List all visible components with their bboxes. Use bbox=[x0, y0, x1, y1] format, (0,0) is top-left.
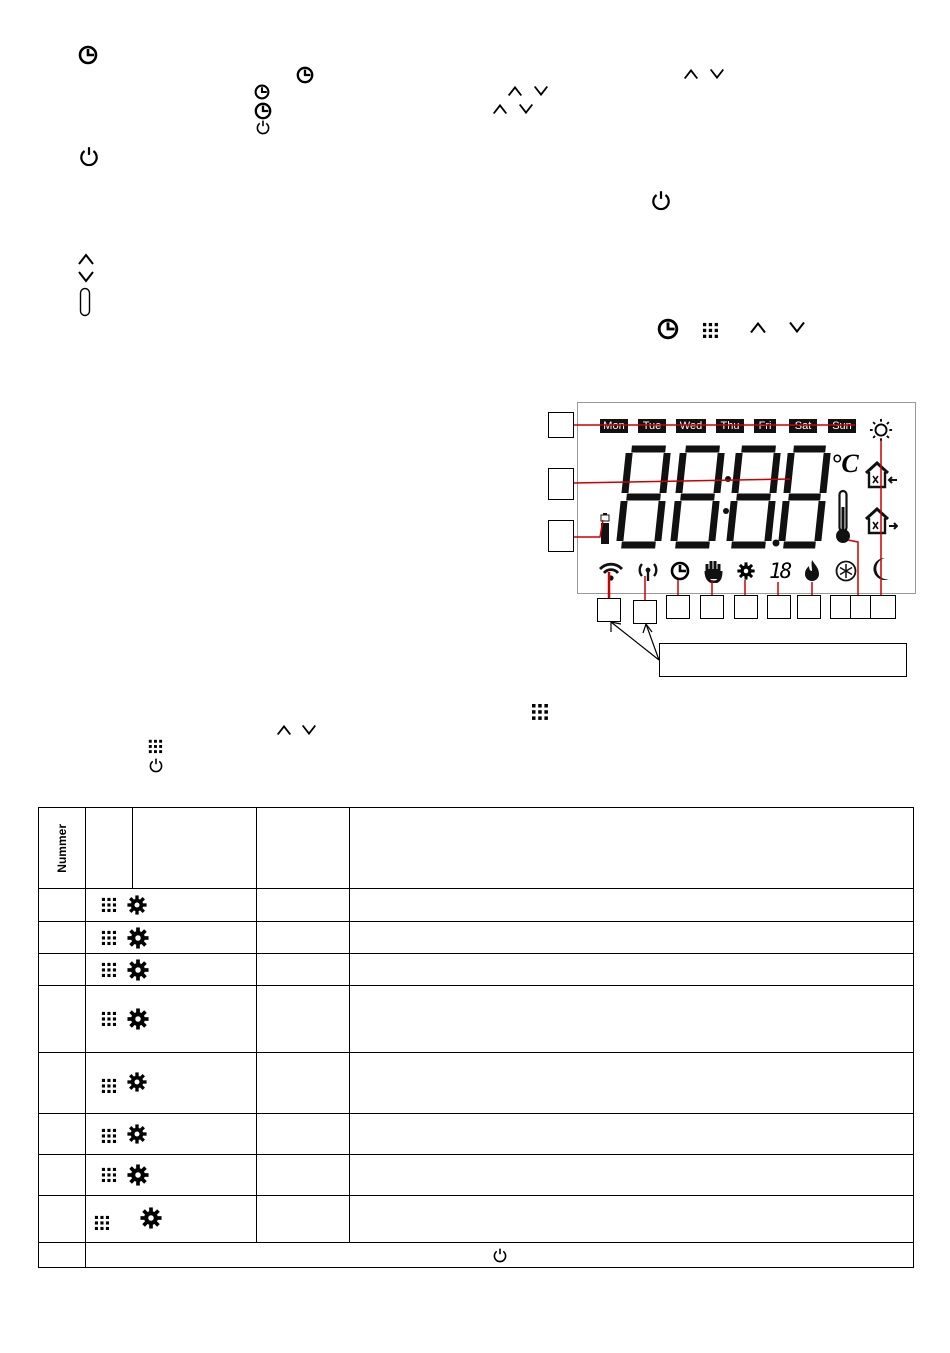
gear-icon bbox=[127, 895, 147, 915]
gear-icon bbox=[140, 1207, 162, 1229]
day-label-thu: Thu bbox=[716, 419, 744, 433]
day-label-tue: Tue bbox=[638, 419, 666, 433]
callout-box-7 bbox=[700, 595, 724, 619]
table-row bbox=[39, 986, 914, 1053]
day-label-fri: Fri bbox=[754, 419, 776, 433]
hand-icon bbox=[703, 559, 723, 583]
gear-icon bbox=[127, 1008, 149, 1030]
wifi-icon bbox=[598, 560, 624, 582]
flame-icon bbox=[803, 559, 821, 583]
settings-table bbox=[38, 807, 914, 1268]
battery-icon bbox=[600, 513, 610, 545]
callout-box-1 bbox=[548, 412, 574, 438]
power-icon bbox=[492, 1247, 508, 1263]
callout-box-8 bbox=[734, 595, 758, 619]
power-icon bbox=[255, 119, 271, 135]
house-arrow-in-icon bbox=[864, 461, 898, 489]
grid-menu-icon bbox=[101, 897, 117, 913]
power-icon bbox=[78, 145, 100, 167]
power-icon bbox=[148, 757, 164, 773]
callout-box-6 bbox=[666, 595, 690, 619]
header-nummer: Nummer bbox=[55, 823, 69, 873]
arrow-down-icon bbox=[787, 320, 807, 335]
grid-menu-icon bbox=[531, 703, 549, 721]
rounded-button-icon bbox=[79, 287, 91, 317]
grid-menu-icon bbox=[101, 1078, 117, 1094]
clock-mode-icon bbox=[670, 561, 690, 581]
clock-icon bbox=[296, 66, 314, 84]
grid-menu-icon bbox=[94, 1215, 110, 1231]
day-label-wed: Wed bbox=[676, 419, 706, 433]
callout-box-5 bbox=[633, 600, 657, 624]
arrow-down-icon bbox=[532, 84, 550, 98]
sun-icon bbox=[869, 418, 893, 442]
arrow-down-icon bbox=[708, 67, 726, 81]
grid-menu-icon bbox=[101, 1011, 117, 1027]
arrow-up-icon bbox=[748, 320, 768, 335]
table-row bbox=[39, 954, 914, 986]
gear-icon bbox=[127, 959, 149, 981]
gear-icon bbox=[127, 1164, 149, 1186]
grid-menu-icon bbox=[101, 1128, 117, 1144]
table-row bbox=[39, 922, 914, 954]
callout-box-3 bbox=[548, 520, 574, 552]
header-nummer-cell bbox=[39, 808, 86, 889]
arrow-up-icon bbox=[491, 102, 509, 116]
arrow-up-icon bbox=[506, 84, 524, 98]
table-row bbox=[39, 889, 914, 922]
gear-icon bbox=[127, 1124, 147, 1144]
arrow-down-icon bbox=[76, 270, 96, 284]
grid-menu-icon bbox=[101, 930, 117, 946]
grid-menu-icon bbox=[101, 1167, 117, 1183]
lcd-digits-display bbox=[616, 445, 831, 549]
table-row bbox=[39, 1053, 914, 1114]
callout-box-9 bbox=[767, 595, 791, 619]
callout-box-2 bbox=[548, 468, 574, 500]
arrow-up-icon bbox=[682, 67, 700, 81]
callout-description-box bbox=[659, 643, 907, 677]
day-label-sun: Sun bbox=[828, 419, 856, 433]
callout-box-10 bbox=[797, 595, 821, 619]
table-row bbox=[39, 1196, 914, 1243]
arrow-up-icon bbox=[76, 252, 96, 266]
grid-menu-icon bbox=[148, 739, 163, 754]
table-header-row bbox=[39, 808, 914, 889]
signal-icon bbox=[636, 560, 660, 582]
thermometer-icon bbox=[834, 489, 852, 545]
arrow-up-icon bbox=[275, 723, 293, 737]
clock-icon bbox=[657, 318, 679, 340]
table-row bbox=[39, 1243, 914, 1268]
clock-icon bbox=[254, 102, 272, 120]
callout-box-13 bbox=[870, 595, 896, 619]
table-row bbox=[39, 1155, 914, 1196]
day-label-mon: Mon bbox=[600, 419, 628, 433]
small-digits-display: 18 bbox=[769, 559, 791, 583]
day-label-sat: Sat bbox=[789, 419, 817, 433]
grid-menu-icon bbox=[101, 962, 117, 978]
lcd-display bbox=[577, 402, 916, 594]
celsius-unit: °C bbox=[831, 449, 859, 478]
snowflake-icon bbox=[835, 560, 857, 582]
moon-icon bbox=[869, 555, 893, 583]
gear-icon bbox=[127, 927, 149, 949]
grid-menu-icon bbox=[702, 322, 719, 339]
table-row bbox=[39, 1114, 914, 1155]
callout-box-4 bbox=[597, 598, 621, 622]
arrow-down-icon bbox=[517, 102, 535, 116]
arrow-down-icon bbox=[300, 723, 318, 737]
clock-icon bbox=[254, 84, 270, 100]
house-arrow-out-icon bbox=[864, 507, 898, 535]
gear-icon bbox=[127, 1072, 147, 1092]
power-icon bbox=[650, 189, 672, 211]
clock-icon bbox=[78, 45, 98, 65]
gear-icon bbox=[737, 562, 755, 580]
